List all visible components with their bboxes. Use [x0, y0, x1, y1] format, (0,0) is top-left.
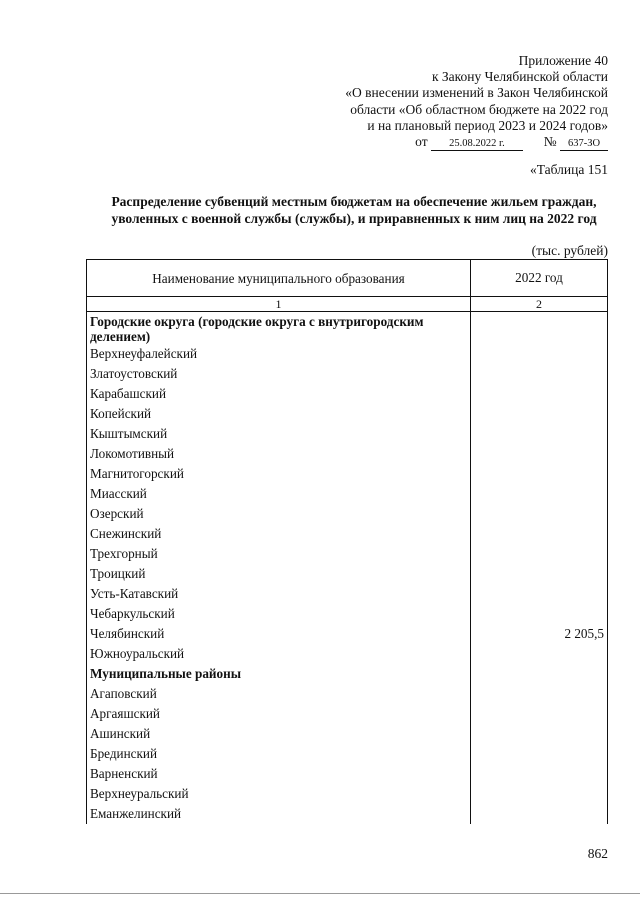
amount-cell [471, 804, 608, 824]
table-row [87, 312, 608, 345]
table-row [87, 384, 608, 404]
column-number: 1 [87, 297, 471, 312]
unit-label: (тыс. рублей) [531, 243, 608, 258]
table-row [87, 784, 608, 804]
amount-cell [471, 764, 608, 784]
amount-cell [471, 684, 608, 704]
page-number: 862 [587, 846, 608, 861]
table-row [87, 344, 608, 364]
amount-cell [471, 404, 608, 424]
amount-cell [471, 424, 608, 444]
amount-cell [471, 444, 608, 464]
header-line: к Закону Челябинской области [431, 69, 608, 85]
municipality-name: Копейский [87, 404, 471, 424]
amount-cell [471, 344, 608, 364]
table-row [87, 444, 608, 464]
amount-cell [471, 664, 608, 684]
amount-cell [471, 644, 608, 664]
amount-cell [471, 724, 608, 744]
table-row [87, 524, 608, 544]
footer-divider [0, 893, 640, 894]
amount-cell [471, 384, 608, 404]
column-number-row [87, 297, 608, 312]
table-row [87, 704, 608, 724]
municipality-name: Ашинский [87, 724, 471, 744]
date-prefix: от [415, 134, 428, 150]
municipality-name: Аргаяшский [87, 704, 471, 724]
municipality-name: Магнитогорский [87, 464, 471, 484]
municipality-name: Снежинский [87, 524, 471, 544]
table-number: «Таблица 151 [530, 162, 608, 177]
amount-cell [471, 564, 608, 584]
table-row [87, 744, 608, 764]
appendix-header [345, 53, 608, 151]
amount-cell [471, 784, 608, 804]
table-row [87, 804, 608, 824]
amount-cell [471, 604, 608, 624]
subvention-table [86, 259, 608, 824]
table-row [87, 404, 608, 424]
municipality-name: Чебаркульский [87, 604, 471, 624]
table-row [87, 584, 608, 604]
municipality-name: Брединский [87, 744, 471, 764]
law-number: 637-ЗО [560, 137, 608, 151]
municipality-name: Троицкий [87, 564, 471, 584]
municipality-name: Миасский [87, 484, 471, 504]
municipality-name: Златоустовский [87, 364, 471, 384]
municipality-name: Челябинский [87, 624, 471, 644]
amount-cell [471, 544, 608, 564]
header-line: и на плановый период 2023 и 2024 годов» [367, 117, 608, 133]
table-row [87, 684, 608, 704]
number-prefix: № [543, 134, 557, 150]
amount-cell [471, 744, 608, 764]
header-line: «О внесении изменений в Закон Челябинской [345, 85, 608, 101]
municipality-name: Локомотивный [87, 444, 471, 464]
table-row [87, 764, 608, 784]
table-row [87, 424, 608, 444]
table-row [87, 624, 608, 644]
amount-cell [471, 584, 608, 604]
municipality-name: Агаповский [87, 684, 471, 704]
amount-cell [471, 484, 608, 504]
amount-cell [471, 364, 608, 384]
municipality-name: Усть-Катавский [87, 584, 471, 604]
municipality-name: Еманжелинский [87, 804, 471, 824]
table-row [87, 484, 608, 504]
amount-cell [471, 312, 608, 345]
header-line: области «Об областном бюджете на 2022 год [350, 101, 608, 117]
header-line: Приложение 40 [518, 53, 608, 68]
table-row [87, 644, 608, 664]
municipality-name: Кыштымский [87, 424, 471, 444]
header-date-line [345, 134, 608, 151]
table-row [87, 564, 608, 584]
municipality-name: Южноуральский [87, 644, 471, 664]
table-row [87, 464, 608, 484]
municipality-name: Варненский [87, 764, 471, 784]
municipality-name: Карабашский [87, 384, 471, 404]
municipality-name: Верхнеуфалейский [87, 344, 471, 364]
municipality-name: Озерский [87, 504, 471, 524]
table-row [87, 724, 608, 744]
amount-cell [471, 464, 608, 484]
law-date: 25.08.2022 г. [431, 137, 523, 151]
page-title: Распределение субвенций местным бюджетам на обеспечение жильем граждан, уволенных с военной службы (службы), и приравненных к ним лиц на 2022 год [111, 194, 597, 226]
group-heading: Муниципальные районы [87, 664, 471, 684]
column-header-year: 2022 год [471, 260, 608, 297]
amount-cell [471, 504, 608, 524]
table-row [87, 544, 608, 564]
column-header-name: Наименование муниципального образования [87, 260, 471, 297]
amount-cell [471, 524, 608, 544]
amount-cell: 2 205,5 [471, 624, 608, 644]
table-row [87, 504, 608, 524]
municipality-name: Верхнеуральский [87, 784, 471, 804]
column-number: 2 [471, 297, 608, 312]
group-heading: Городские округа (городские округа с внутригородским делением) [87, 312, 471, 345]
amount-cell [471, 704, 608, 724]
table-row [87, 664, 608, 684]
table-header-row [87, 260, 608, 297]
table-row [87, 364, 608, 384]
municipality-name: Трехгорный [87, 544, 471, 564]
table-row [87, 604, 608, 624]
